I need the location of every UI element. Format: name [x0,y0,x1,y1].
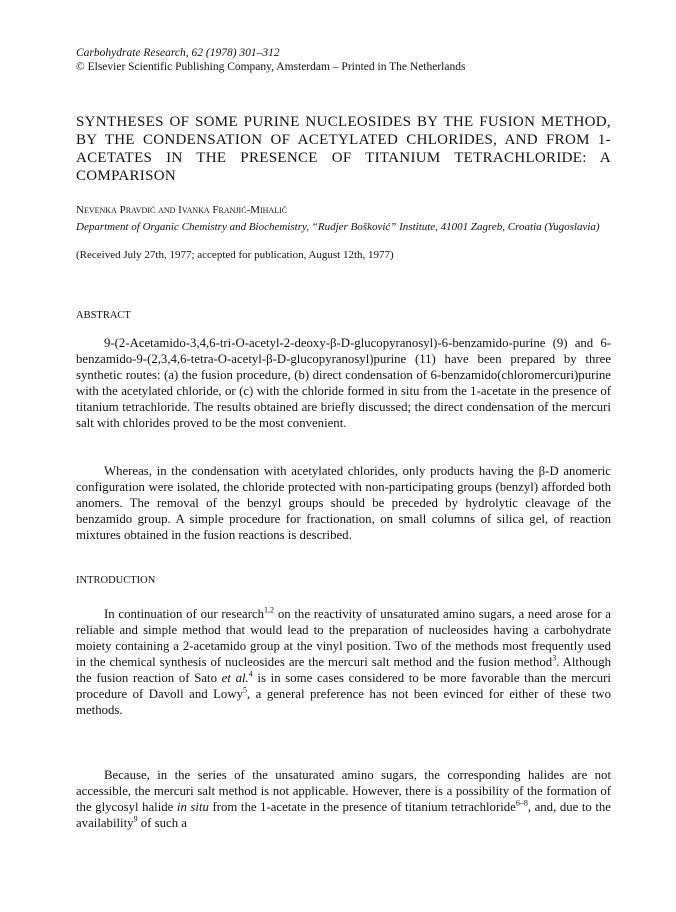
reference-superscript: 5 [242,685,247,695]
italic-text: in situ [176,800,209,814]
received-date: (Received July 27th, 1977; accepted for publication, August 12th, 1977) [76,249,394,261]
reference-superscript: 6–8 [515,798,528,808]
text-run: is in some cases considered to be more favorable than the mercuri procedure of Davoll and Lowy [76,671,611,701]
article-authors: Nevenka Pravdić and Ivanka Franjić-Mihalić [76,204,288,216]
text-run: , and, due to the availability [76,800,611,830]
text-run: . Although the fusion reaction of Sato [76,655,611,685]
publisher-line: © Elsevier Scientific Publishing Company, Amsterdam – Printed in The Netherlands [76,61,466,73]
reference-superscript: 1,2 [264,605,275,615]
reference-superscript: 3 [552,653,557,663]
journal-header [76,46,616,74]
author-affiliation: Department of Organic Chemistry and Biochemistry, “Rudjer Bošković” Institute, 41001 Zagreb, Croatia (Yugoslavia) [76,221,600,233]
italic-text: et al. [221,671,249,685]
text-run: , a general preference has not been evinced for either of these two methods. [76,687,611,717]
introduction-paragraph-2 [76,767,611,831]
introduction-paragraph-1 [76,606,611,718]
reference-superscript: 4 [248,669,253,679]
text-run: of such a [137,816,187,830]
introduction-heading: INTRODUCTION [76,575,156,586]
abstract-heading: ABSTRACT [76,310,131,321]
abstract-paragraph-2: Whereas, in the condensation with acetylated chlorides, only products having the β-D anomeric configuration were isolated, the chloride protected with non-participating groups (benzyl) afforded both anomers. The removal of the benzyl groups should be preceded by hydrolytic cleavage of the benzamido group. A simple procedure for fractionation, on small columns of silica gel, of reaction mixtures obtained in the fusion reactions is described. [76,464,611,542]
text-run: In continuation of our research [104,607,265,621]
text-run: Because, in the series of the unsaturated amino sugars, the corresponding halides are not accessible, the mercuri salt method is not applicable. However, there is a possibility of the formation of the glycosyl halide [76,768,611,814]
journal-citation: Carbohydrate Research, 62 (1978) 301–312 [76,47,280,59]
text-run: from the 1-acetate in the presence of titanium tetrachloride [208,800,516,814]
text-run: on the reactivity of unsaturated amino sugars, a need arose for a reliable and simple method that would lead to the preparation of nucleosides having a carbohydrate moiety containing a 2-acetamido group at the vinyl position. Two of the methods most frequently used in the chemical synthesis of nucleosides are the mercuri salt method and the fusion method [76,607,611,669]
article-title: SYNTHESES OF SOME PURINE NUCLEOSIDES BY THE FUSION METHOD, BY THE CONDENSATION OF ACETYLATED CHLORIDES, AND FROM 1-ACETATES IN THE PRESENCE OF TITANIUM TETRACHLORIDE: A COMPARISON [76,114,611,184]
abstract-paragraph-1: 9-(2-Acetamido-3,4,6-tri-O-acetyl-2-deoxy-β-D-glucopyranosyl)-6-benzamido-purine (9) and 6-benzamido-9-(2,3,4,6-tetra-O-acetyl-β-D-glucopyranosyl)purine (11) have been prepared by three synthetic routes: (a) the fusion procedure, (b) direct condensation of 6-benzamido(chloromercuri)purine with the acetylated chloride, or (c) with the chloride formed in situ from the 1-acetate in the presence of titanium tetrachloride. The results obtained are briefly discussed; the direct condensation of the mercuri salt with chlorides proved to be the most convenient. [76,336,611,430]
reference-superscript: 9 [133,814,138,824]
